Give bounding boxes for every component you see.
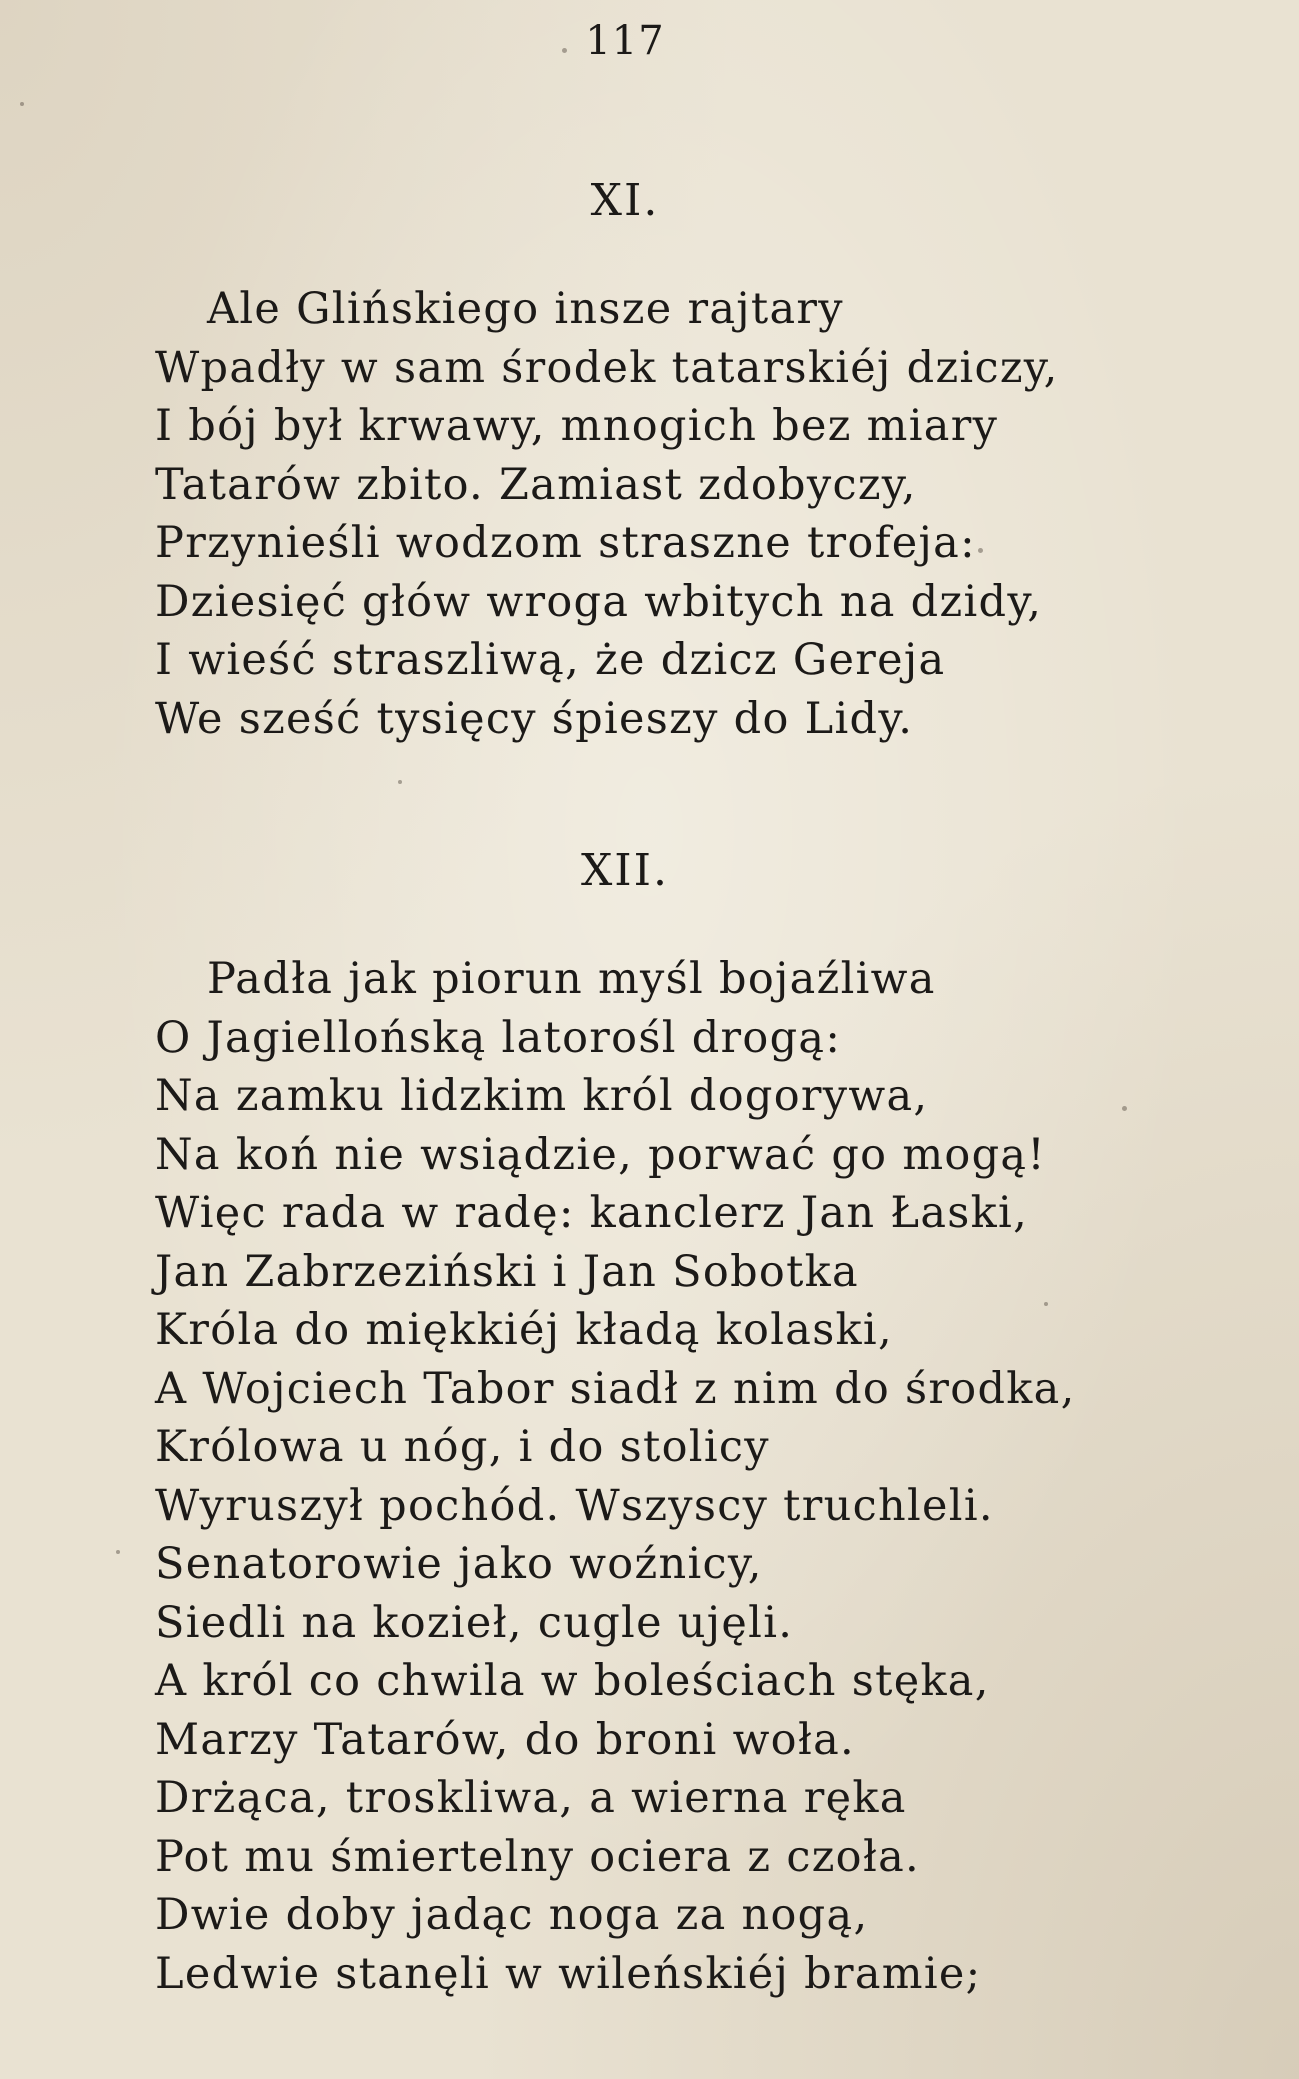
verse-line: O Jagiellońską latorośl drogą: <box>155 1012 842 1063</box>
verse-line: Królowa u nóg, i do stolicy <box>155 1422 770 1472</box>
verse-line: Króla do miękkiéj kładą kolaski, <box>155 1305 893 1355</box>
verse-line: I bój był krwawy, mnogich bez miary <box>155 401 999 451</box>
verse-line: Drżąca, troskliwa, a wierna ręka <box>155 1773 907 1823</box>
verse-line: Pot mu śmiertelny ociera z czoła. <box>155 1831 921 1882</box>
paper-speck <box>562 48 567 53</box>
paper-speck <box>978 548 983 553</box>
section-heading-xi: XI. <box>590 175 660 226</box>
section-heading-xii: XII. <box>580 845 670 896</box>
verse-line: A Wojciech Tabor siadł z nim do środka, <box>155 1363 1076 1414</box>
verse-line: Senatorowie jako woźnicy, <box>155 1539 763 1589</box>
verse-line: Ale Glińskiego insze rajtary <box>207 284 844 334</box>
paper-speck <box>116 1550 120 1554</box>
verse-line: Marzy Tatarów, do broni woła. <box>155 1714 856 1765</box>
paper-speck <box>398 780 402 784</box>
paper-speck <box>20 102 24 106</box>
stanza-xii <box>155 950 1076 2003</box>
paper-speck <box>1122 1106 1127 1111</box>
verse-line: Tatarów zbito. Zamiast zdobyczy, <box>155 459 917 510</box>
page-number: 117 <box>585 18 665 64</box>
verse-line: Dwie doby jadąc noga za nogą, <box>155 1890 869 1940</box>
stanza-xi <box>155 280 1059 748</box>
verse-line: A król co chwila w boleściach stęka, <box>155 1656 990 1706</box>
paper-speck <box>1044 1302 1048 1306</box>
verse-line: Ledwie stanęli w wileńskiéj bramie; <box>155 1948 982 1999</box>
verse-line: Na koń nie wsiądzie, porwać go mogą! <box>155 1129 1046 1180</box>
verse-line: Jan Zabrzeziński i Jan Sobotka <box>155 1246 859 1297</box>
verse-line: Wpadły w sam środek tatarskiéj dziczy, <box>155 342 1059 393</box>
verse-line: Siedli na kozieł, cugle ujęli. <box>155 1597 794 1648</box>
verse-line: Dziesięć głów wroga wbitych na dzidy, <box>155 576 1043 627</box>
verse-line: Wyruszył pochód. Wszyscy truchleli. <box>155 1480 994 1531</box>
verse-line: Na zamku lidzkim król dogorywa, <box>155 1071 929 1121</box>
verse-line: Padła jak piorun myśl bojaźliwa <box>207 954 936 1004</box>
verse-line: Więc rada w radę: kanclerz Jan Łaski, <box>155 1188 1029 1238</box>
verse-line: We sześć tysięcy śpieszy do Lidy. <box>155 693 914 744</box>
verse-line: Przynieśli wodzom straszne trofeja: <box>155 518 976 568</box>
verse-line: I wieść straszliwą, że dzicz Gereja <box>155 635 946 685</box>
